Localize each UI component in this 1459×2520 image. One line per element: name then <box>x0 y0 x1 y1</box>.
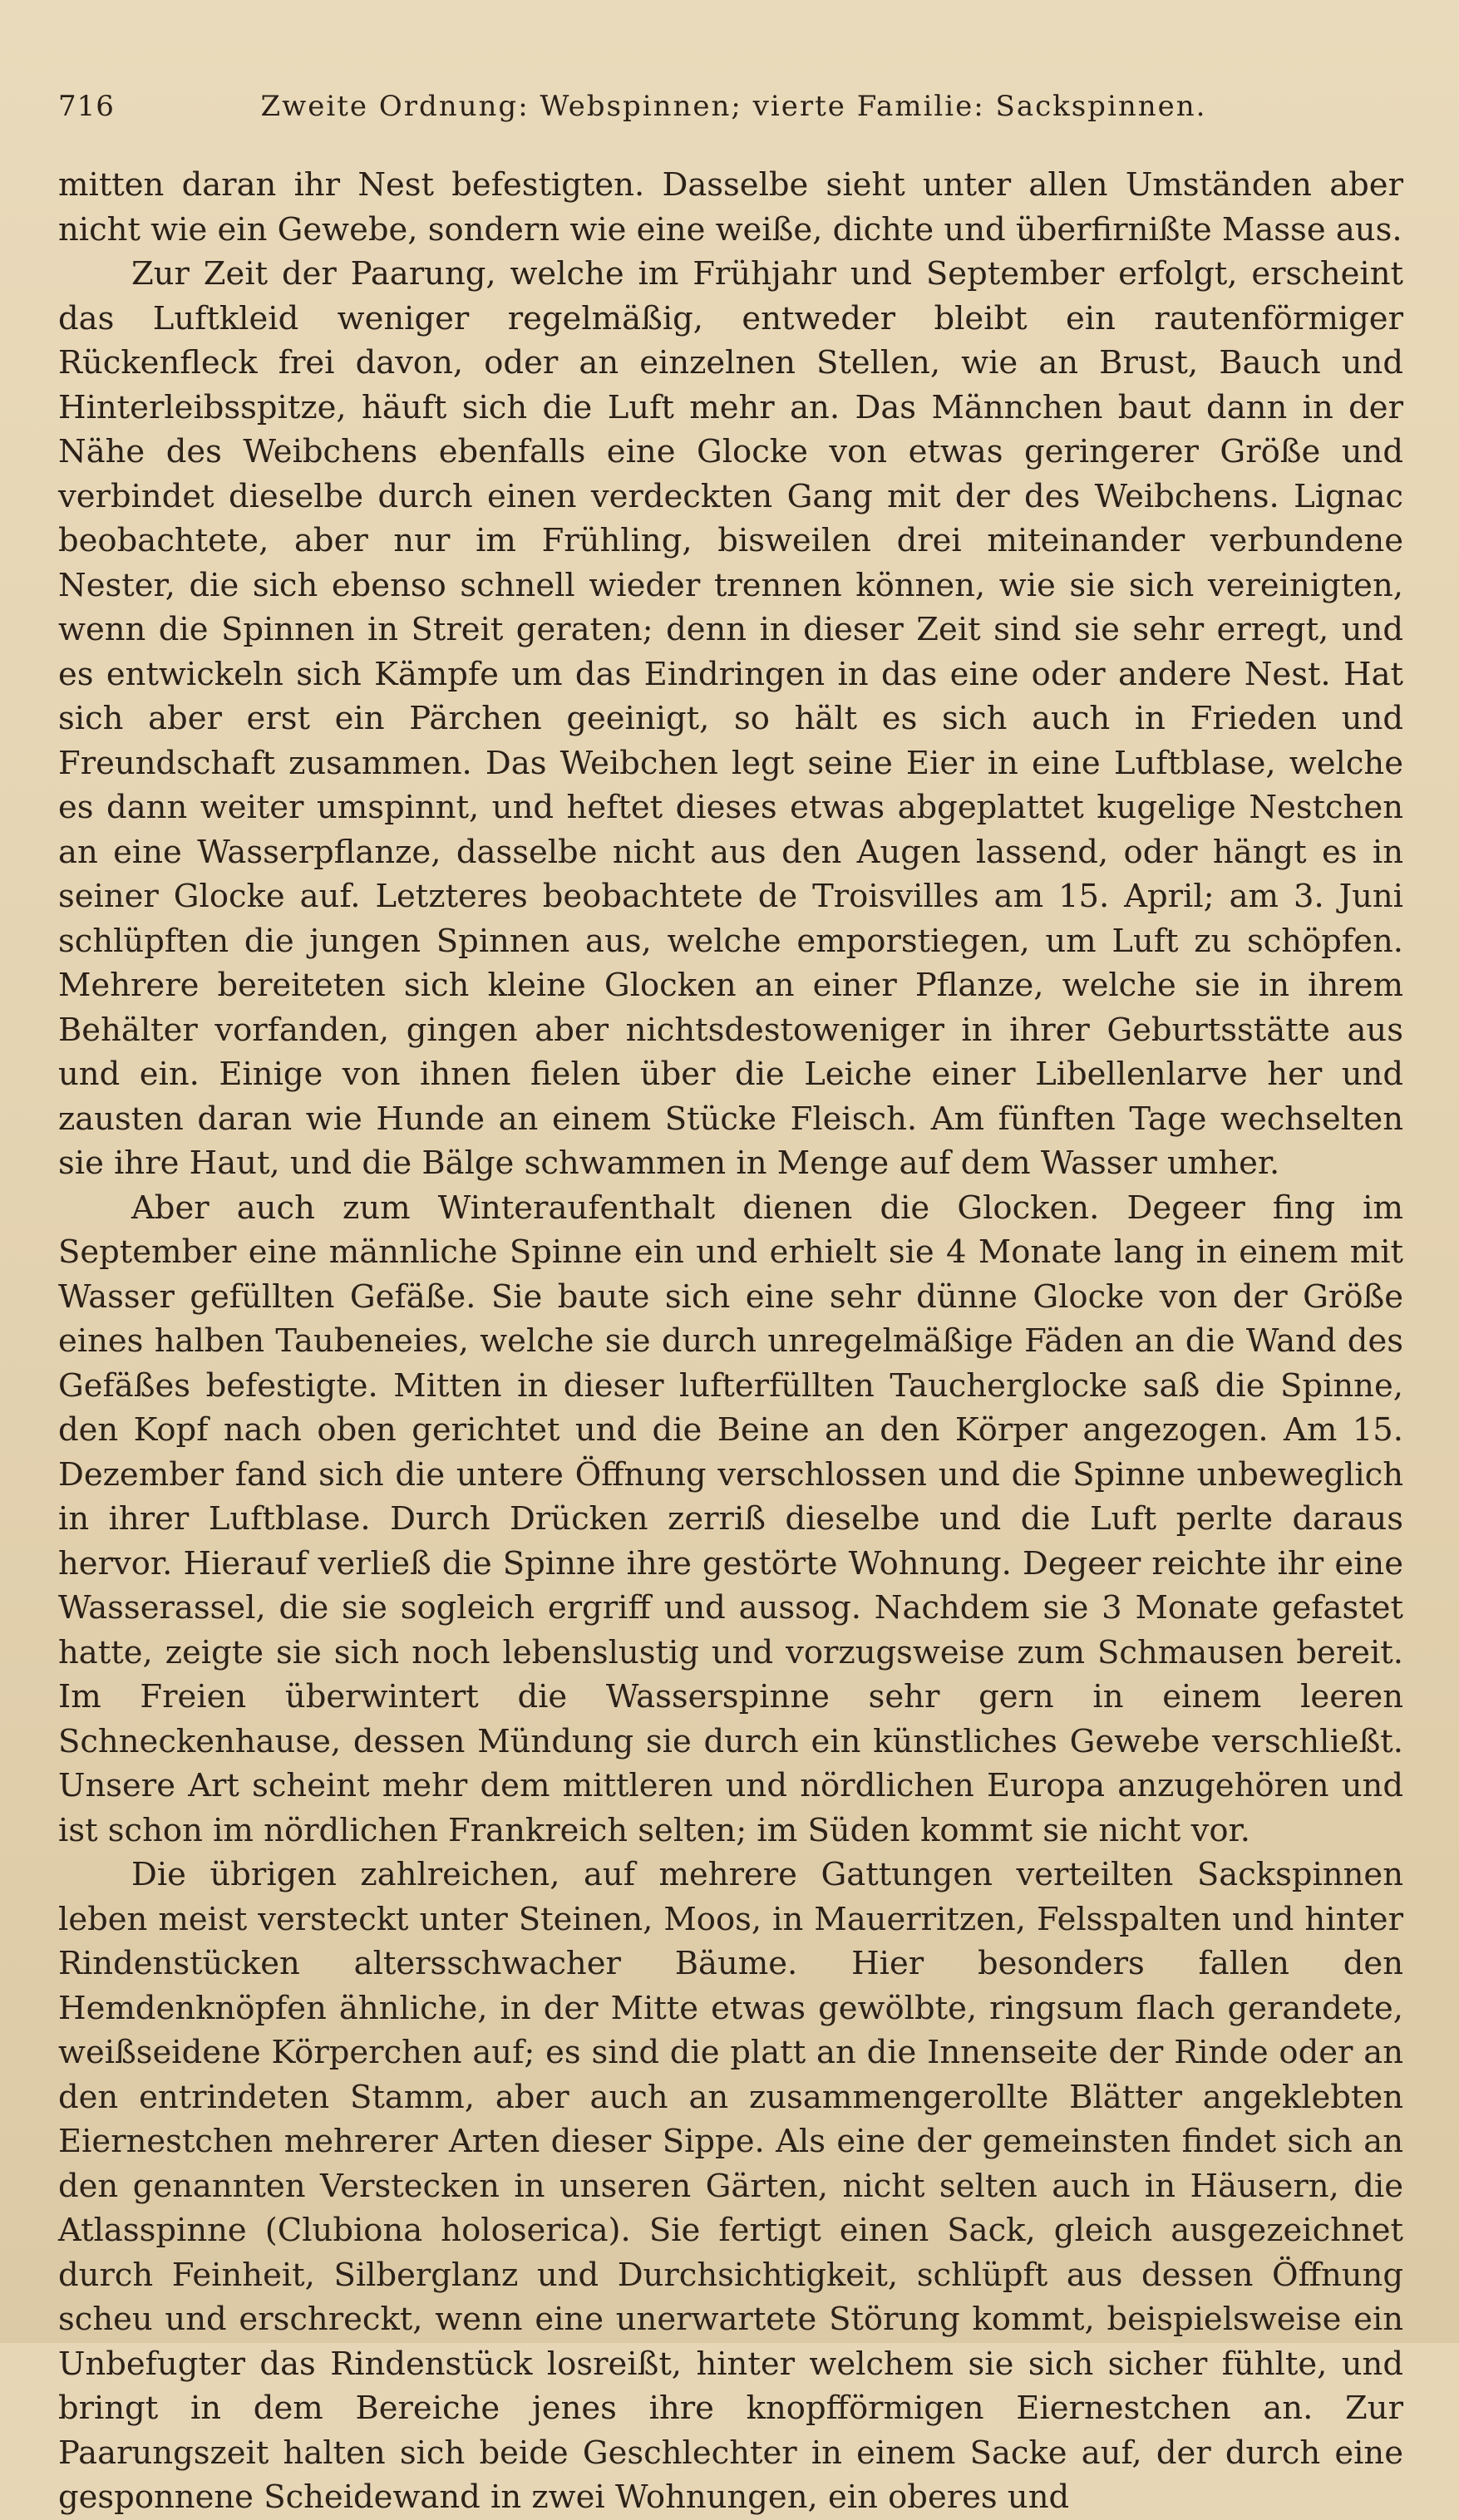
paragraph-continuation: mitten daran ihr Nest befestigten. Dasselbe sieht unter allen Umständen aber nicht wie ein Gewebe, sondern wie eine weiße, dichte und überfirnißte Masse aus. <box>58 166 1403 249</box>
running-head <box>58 90 1409 126</box>
page-number: 716 <box>58 90 115 123</box>
paragraph-winter: Aber auch zum Winteraufenthalt dienen die Glocken. Degeer fing im September eine männliche Spinne ein und erhielt sie 4 Monate lang in einem mit Wasser gefüllten Gefäße. Sie baute sich eine sehr dünne Glocke von der Größe eines halben Taubeneies, welche sie durch unregelmäßige Fäden an die Wand des Gefäßes befestigte. Mitten in dieser lufterfüllten Taucherglocke saß die Spinne, den Kopf nach oben gerichtet und die Beine an den Körper angezogen. Am 15. Dezember fand sich die untere Öffnung verschlossen und die Spinne unbeweglich in ihrer Luftblase. Durch Drücken zerriß dieselbe und die Luft perlte daraus hervor. Hierauf verließ die Spinne ihre gestörte Wohnung. Degeer reichte ihr eine Wasserassel, die sie sogleich ergriff und aussog. Nachdem sie 3 Monate gefastet hatte, zeigte sie sich noch lebenslustig und vorzugsweise zum Schmausen bereit. Im Freien überwintert die Wasserspinne sehr gern in einem leeren Schneckenhause, dessen Mündung sie durch ein künstliches Gewebe verschließt. Unsere Art scheint mehr dem mittleren und nördlichen Europa anzugehören und ist schon im nördlichen Frankreich selten; im Süden kommt sie nicht vor. <box>58 1189 1403 1849</box>
paragraph-other-sac-spiders: Die übrigen zahlreichen, auf mehrere Gattungen verteilten Sackspinnen leben meist versteckt unter Steinen, Moos, in Mauerritzen, Felsspalten und hinter Rindenstücken altersschwacher Bäume. Hier besonders fallen den Hemdenknöpfen ähnliche, in der Mitte etwas gewölbte, ringsum flach gerandete, weißseidene Körperchen auf; es sind die platt an die Innenseite der Rinde oder an den entrindeten Stamm, aber auch an zusammengerollte Blätter angeklebten Eiernestchen mehrerer Arten dieser Sippe. Als eine der gemeinsten findet sich an den genannten Verstecken in unseren Gärten, nicht selten auch in Häusern, die Atlasspinne (Clubiona holoserica). Sie fertigt einen Sack, gleich ausgezeichnet durch Feinheit, Silberglanz und Durchsichtigkeit, schlüpft aus dessen Öffnung scheu und erschreckt, wenn eine unerwartete Störung kommt, beispielsweise ein Unbefugter das Rindenstück losreißt, hinter welchem sie sich sicher fühlte, und bringt in dem Bereiche jenes ihre knopfförmigen Eiernestchen an. Zur Paarungszeit halten sich beide Geschlechter in einem Sacke auf, der durch eine gesponnene Scheidewand in zwei Wohnungen, ein oberes und <box>58 1856 1403 2516</box>
body-text <box>58 163 1403 2520</box>
paragraph-mating: Zur Zeit der Paarung, welche im Frühjahr und September erfolgt, erscheint das Luftkleid weniger regelmäßig, entweder bleibt ein rautenförmiger Rückenfleck frei davon, oder an einzelnen Stellen, wie an Brust, Bauch und Hinterleibsspitze, häuft sich die Luft mehr an. Das Männchen baut dann in der Nähe des Weibchens ebenfalls eine Glocke von etwas geringerer Größe und verbindet dieselbe durch einen verdeckten Gang mit der des Weibchens. Lignac beobachtete, aber nur im Frühling, bisweilen drei miteinander verbundene Nester, die sich ebenso schnell wieder trennen können, wie sie sich vereinigten, wenn die Spinnen in Streit geraten; denn in dieser Zeit sind sie sehr erregt, und es entwickeln sich Kämpfe um das Eindringen in das eine oder andere Nest. Hat sich aber erst ein Pärchen geeinigt, so hält es sich auch in Frieden und Freundschaft zusammen. Das Weibchen legt seine Eier in eine Luftblase, welche es dann weiter umspinnt, und heftet dieses etwas abgeplattet kugelige Nestchen an eine Wasserpflanze, dasselbe nicht aus den Augen lassend, oder hängt es in seiner Glocke auf. Letzteres beobachtete de Troisvilles am 15. April; am 3. Juni schlüpften die jungen Spinnen aus, welche emporstiegen, um Luft zu schöpfen. Mehrere bereiteten sich kleine Glocken an einer Pflanze, welche sie in ihrem Behälter vorfanden, gingen aber nichtsdestoweniger in ihrer Geburtsstätte aus und ein. Einige von ihnen fielen über die Leiche einer Libellenlarve her und zausten daran wie Hunde an einem Stücke Fleisch. Am fünften Tage wechselten sie ihre Haut, und die Bälge schwammen in Menge auf dem Wasser umher. <box>58 255 1403 1182</box>
running-title: Zweite Ordnung: Webspinnen; vierte Familie: Sackspinnen. <box>260 90 1207 123</box>
